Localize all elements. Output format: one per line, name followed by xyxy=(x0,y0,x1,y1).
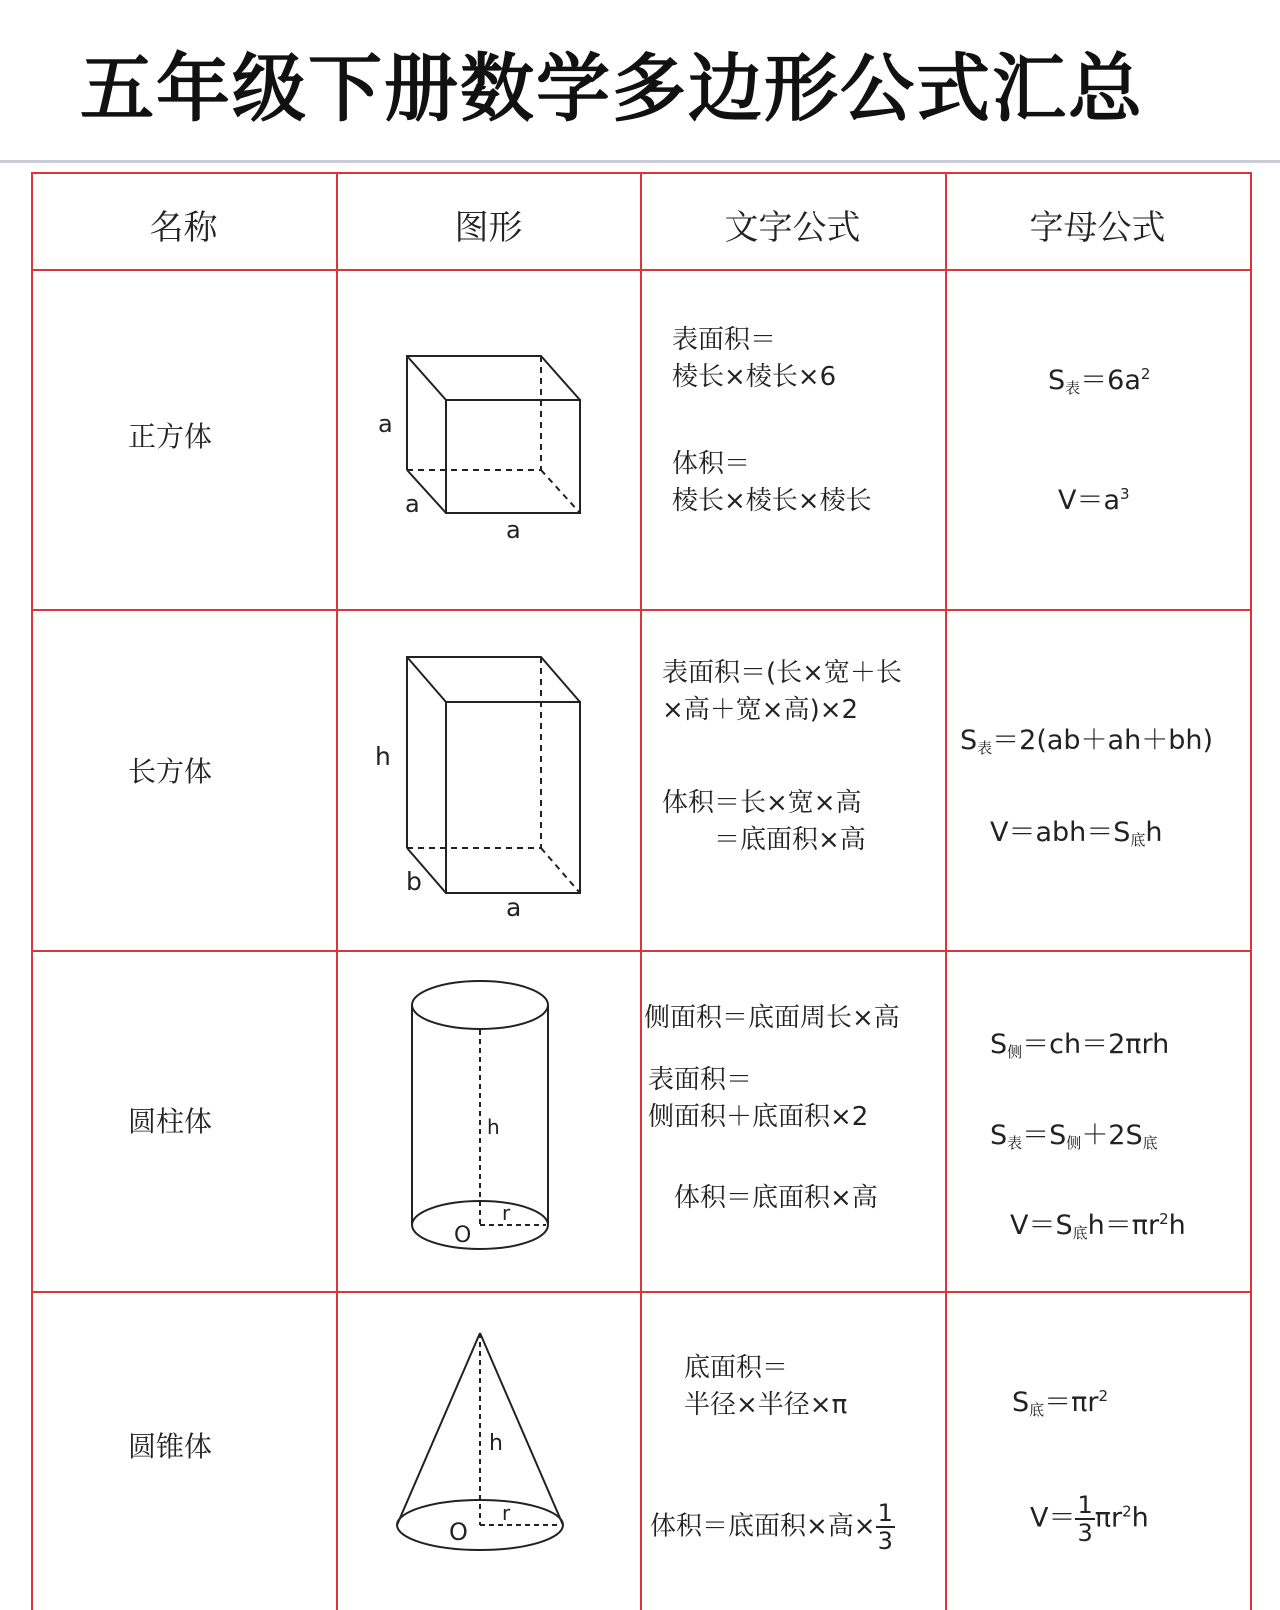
cube-figure xyxy=(378,356,580,544)
header-figure: 图形 xyxy=(454,208,523,248)
letter-formula xyxy=(990,1022,1169,1062)
text-formula-line: ＝底面积×高 xyxy=(662,825,866,855)
text-formula-line: ×高＋宽×高)×2 xyxy=(662,695,859,725)
text-formula xyxy=(662,785,866,859)
formula-text: V＝S xyxy=(1010,1210,1073,1241)
page-title: 五年级下册数学多边形公式汇总 xyxy=(80,46,1144,132)
fraction-numerator: 1 xyxy=(1077,1491,1093,1519)
header-text-formula: 文字公式 xyxy=(724,208,861,248)
letter-formula xyxy=(1012,1380,1108,1420)
formula-text: V＝abh＝S xyxy=(990,817,1131,848)
formula-text: ＝S xyxy=(1022,1120,1067,1151)
formula-text: S xyxy=(990,1120,1008,1151)
text-formula xyxy=(684,1350,847,1424)
cube-label-height: a xyxy=(378,410,393,438)
cuboid-label-b: b xyxy=(406,867,422,896)
formula-subscript: 底 xyxy=(1142,1134,1158,1152)
text-formula-line: 侧面积＝底面周长×高 xyxy=(644,1003,900,1033)
text-formula-line: 体积＝底面积×高 xyxy=(674,1183,878,1213)
text-formula-line: 侧面积＋底面积×2 xyxy=(648,1102,869,1132)
formula-text: ＝2(ab＋ah＋bh) xyxy=(992,725,1213,756)
text-formula-line: 表面积＝ xyxy=(648,1065,753,1095)
formula-subscript: 底 xyxy=(1072,1224,1088,1242)
shape-name-cylinder: 圆柱体 xyxy=(128,1105,213,1138)
formula-text: S xyxy=(990,1029,1008,1060)
formula-subscript: 表 xyxy=(1007,1134,1023,1152)
formula-superscript: 3 xyxy=(1120,485,1130,503)
fraction xyxy=(876,1500,895,1554)
cylinder-figure xyxy=(412,981,548,1249)
formula-text: V＝a xyxy=(1058,485,1121,516)
letter-formula xyxy=(1030,1492,1149,1546)
formula-text: h＝πr xyxy=(1087,1210,1160,1241)
cuboid-figure xyxy=(375,657,580,922)
text-formula xyxy=(644,1000,900,1037)
letter-formula xyxy=(1048,358,1150,398)
letter-formula xyxy=(990,810,1163,850)
fraction-denominator: 3 xyxy=(1077,1519,1093,1547)
shape-name-cone: 圆锥体 xyxy=(128,1430,213,1463)
formula-subscript: 表 xyxy=(1065,379,1081,397)
cube-label-width: a xyxy=(506,516,521,544)
text-formula-line: 体积＝底面积×高× $\frac{1}{3}$ xyxy=(650,1499,893,1555)
formula-text: S xyxy=(960,725,978,756)
text-formula xyxy=(648,1062,868,1136)
formula-text: ＝6a xyxy=(1080,365,1141,396)
formula-text: h xyxy=(1168,1210,1186,1241)
text-formula xyxy=(662,655,902,729)
formula-text: ＝ch＝2πrh xyxy=(1022,1029,1170,1060)
formula-text: S xyxy=(1048,365,1066,396)
text-formula-line: 体积＝长×宽×高 xyxy=(662,788,862,818)
formula-text: h xyxy=(1145,817,1163,848)
fraction-numerator: 1 xyxy=(877,1499,893,1527)
fraction-denominator: 3 xyxy=(877,1527,893,1555)
formula-subscript: 侧 xyxy=(1066,1134,1082,1152)
formula-text: S xyxy=(1012,1387,1030,1418)
fraction xyxy=(1075,1492,1094,1546)
text-formula xyxy=(672,446,872,520)
formula-subscript: 侧 xyxy=(1007,1043,1023,1061)
formula-superscript: 2 xyxy=(1159,1210,1169,1228)
text-formula xyxy=(674,1180,878,1217)
letter-formula xyxy=(1058,478,1130,517)
formula-superscript: 2 xyxy=(1098,1387,1109,1405)
cylinder-label-h: h xyxy=(487,1115,500,1139)
shape-name-cuboid: 长方体 xyxy=(128,755,213,788)
cylinder-label-o: O xyxy=(454,1223,472,1248)
cone-label-h: h xyxy=(489,1431,503,1456)
text-formula xyxy=(650,1500,895,1554)
header-name: 名称 xyxy=(149,208,218,248)
text-formula-line: 体积＝ xyxy=(672,449,751,479)
formula-text: h xyxy=(1131,1502,1149,1534)
header-letter-formula: 字母公式 xyxy=(1029,208,1166,248)
cone-figure xyxy=(397,1333,563,1550)
formula-text: ＋2S xyxy=(1081,1120,1143,1151)
text-formula xyxy=(672,322,836,396)
cuboid-label-h: h xyxy=(375,742,391,771)
formula-text: ＝πr xyxy=(1044,1387,1099,1418)
formula-text: πr xyxy=(1094,1502,1123,1534)
formula-subscript: 底 xyxy=(1130,831,1146,849)
formula-superscript: 2 xyxy=(1140,365,1151,383)
letter-formula xyxy=(1010,1203,1186,1243)
formula-subscript: 表 xyxy=(977,739,993,757)
text-formula-line: 表面积＝(长×宽＋长 xyxy=(662,658,902,688)
cone-label-o: O xyxy=(449,1518,468,1546)
text-formula-line: 棱长×棱长×棱长 xyxy=(672,486,872,516)
text-formula-line: 表面积＝ xyxy=(672,325,777,355)
cube-label-depth: a xyxy=(405,490,420,518)
formula-superscript: 2 xyxy=(1122,1502,1132,1521)
text-formula-line: 棱长×棱长×6 xyxy=(672,362,837,392)
text-formula-line: 底面积＝ xyxy=(684,1353,789,1383)
formula-subscript: 底 xyxy=(1029,1401,1045,1419)
cuboid-label-a: a xyxy=(506,893,522,922)
formula-text: V＝ xyxy=(1030,1502,1076,1534)
cone-label-r: r xyxy=(502,1501,511,1525)
cylinder-label-r: r xyxy=(502,1201,511,1225)
letter-formula xyxy=(960,718,1213,758)
letter-formula xyxy=(990,1113,1158,1153)
shape-name-cube: 正方体 xyxy=(128,420,213,453)
text-formula-line: 半径×半径×π xyxy=(684,1390,848,1420)
